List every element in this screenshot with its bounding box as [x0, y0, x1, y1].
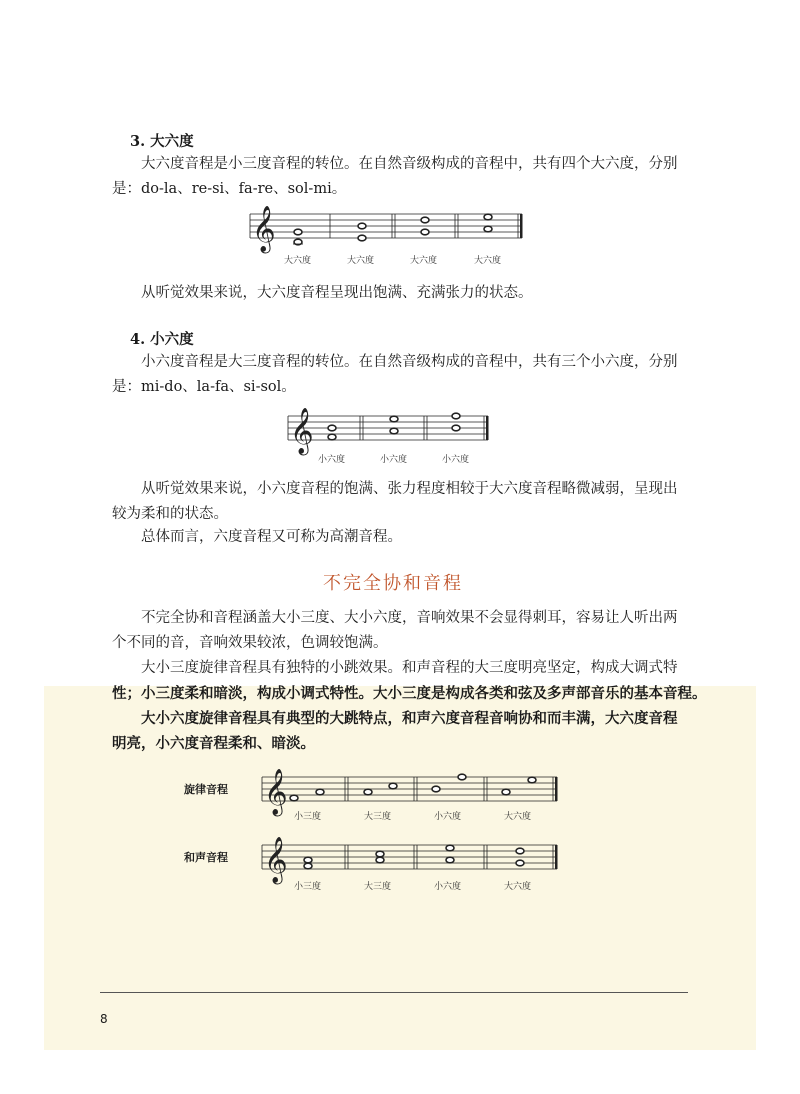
- paragraph-thirds: 大小三度旋律音程具有独特的小跳效果。和声音程的大三度明亮坚定，构成大调式特 性；小三度柔和暗淡，构成小调式特性。大小三度是构成各类和弦及多声部音乐的基本音程。: [112, 660, 707, 702]
- staff-label: 小六度: [434, 812, 462, 822]
- staff-label: 大三度: [364, 882, 392, 892]
- staff-label: 小六度: [442, 455, 470, 465]
- staff-label: 小三度: [294, 812, 322, 822]
- staff-label: 大六度: [504, 812, 532, 822]
- paragraph-major-sixth-intro: 大六度音程是小三度音程的转位。在自然音级构成的音程中，共有四个大六度，分别 是：do-la、re-si、fa-re、sol-mi。: [112, 156, 678, 197]
- paragraph-sixths-bold: 大小六度旋律音程具有典型的大跳特点，和声六度音程音响协和而丰满，大六度音程 明亮，小六度音程柔和、暗淡。: [112, 710, 678, 752]
- paragraph-sixth-summary: 总体而言，六度音程又可称为高潮音程。: [141, 529, 402, 545]
- staff-melodic-intervals: [262, 771, 562, 829]
- staff-label: 大六度: [284, 256, 312, 266]
- staff-label: 小六度: [434, 882, 462, 892]
- staff-major-sixth: [250, 208, 530, 268]
- section-title-imperfect: 不完全协和音程: [323, 573, 463, 594]
- staff-label: 大六度: [504, 882, 532, 892]
- staff-label: 大六度: [347, 256, 375, 266]
- staff-label: 大六度: [410, 256, 438, 266]
- staff-label: 小六度: [380, 455, 408, 465]
- paragraph-major-sixth-effect: 从听觉效果来说，大六度音程呈现出饱满、充满张力的状态。: [141, 285, 533, 301]
- page-number: 8: [100, 1012, 108, 1026]
- harmonic-interval-label: 和声音程: [184, 851, 228, 864]
- heading-major-sixth: 3. 大六度: [130, 133, 194, 150]
- paragraph-minor-sixth-intro: 小六度音程是大三度音程的转位。在自然音级构成的音程中，共有三个小六度，分别 是：mi-do、la-fa、si-sol。: [112, 354, 678, 395]
- staff-label: 小六度: [318, 455, 346, 465]
- heading-minor-sixth: 4. 小六度: [130, 331, 194, 348]
- treble-clef-icon: 𝄞: [264, 769, 288, 815]
- staff-minor-sixth: [288, 410, 498, 468]
- staff-harmonic-intervals: [262, 839, 562, 897]
- staff-label: 小三度: [294, 882, 322, 892]
- treble-clef-icon: 𝄞: [264, 837, 288, 883]
- treble-clef-icon: 𝄞: [252, 206, 276, 252]
- footer-rule: [100, 992, 688, 993]
- paragraph-minor-sixth-effect: 从听觉效果来说，小六度音程的饱满、张力程度相较于大六度音程略微减弱，呈现出 较为柔和的状态。: [112, 481, 678, 522]
- staff-label: 大六度: [474, 256, 502, 266]
- paragraph-imperfect-intro: 不完全协和音程涵盖大小三度、大小六度，音响效果不会显得刺耳，容易让人听出两 个不同的音，音响效果较浓，色调较饱满。: [112, 610, 678, 651]
- treble-clef-icon: 𝄞: [290, 408, 314, 454]
- melodic-interval-label: 旋律音程: [184, 783, 228, 796]
- staff-label: 大三度: [364, 812, 392, 822]
